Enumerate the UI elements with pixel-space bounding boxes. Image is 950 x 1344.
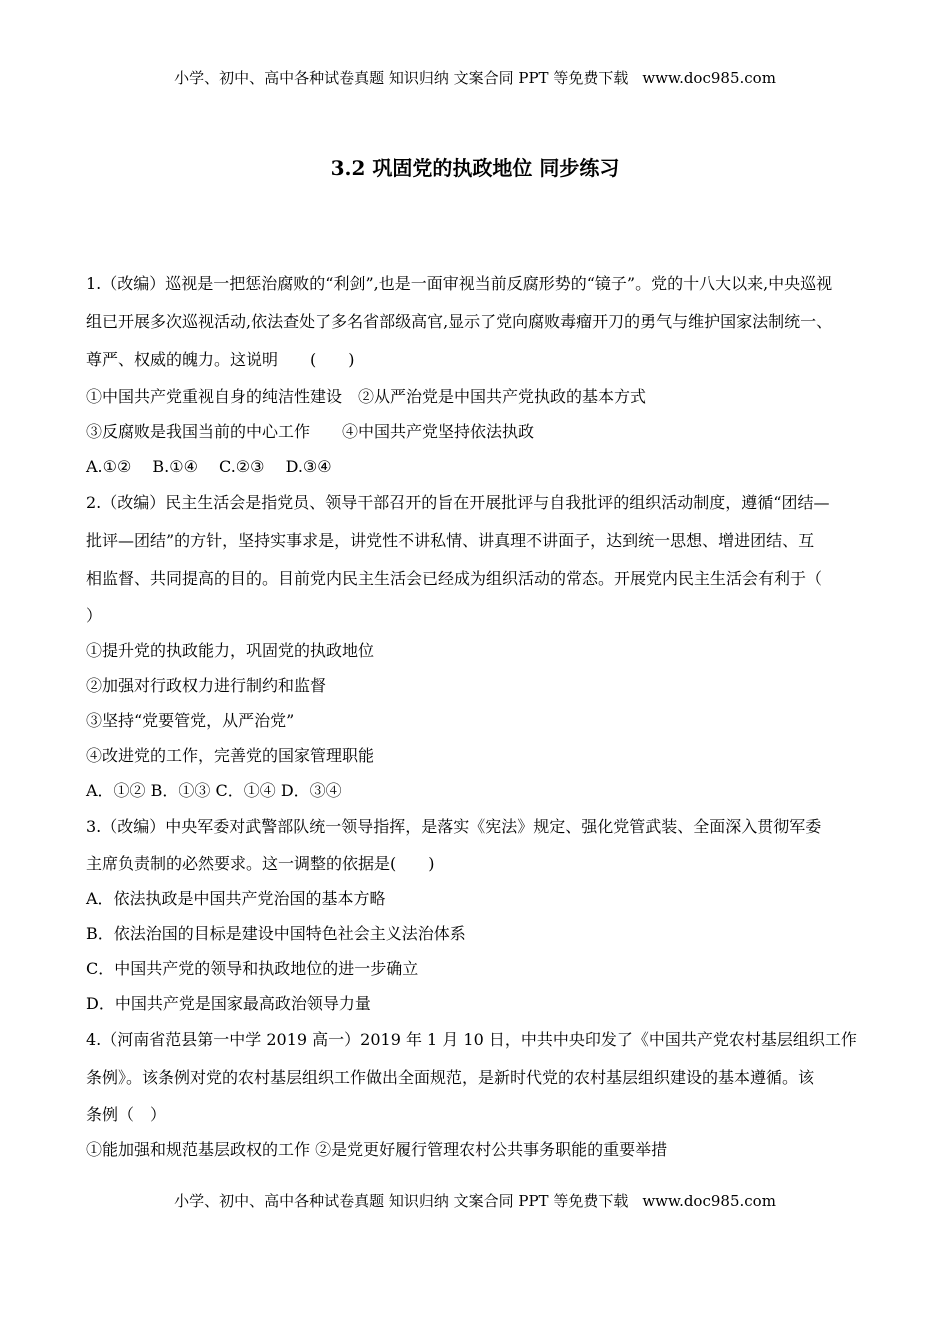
question-1-option-line: ①中国共产党重视自身的纯洁性建设 ②从严治党是中国共产党执政的基本方式 bbox=[86, 387, 647, 406]
question-3-option-d: D．中国共产党是国家最高政治领导力量 bbox=[86, 994, 371, 1013]
question-2-option-line: ③坚持“党要管党，从严治党” bbox=[86, 711, 295, 730]
question-4-option-line: ①能加强和规范基层政权的工作 ②是党更好履行管理农村公共事务职能的重要举措 bbox=[86, 1140, 668, 1159]
question-3 bbox=[86, 808, 866, 1021]
question-list bbox=[86, 265, 866, 1167]
question-2-stem-line: 2.（改编）民主生活会是指党员、领导干部召开的旨在开展批评与自我批评的组织活动制度，遵循“团结— bbox=[86, 493, 830, 512]
question-1-answer-choices: A.①② B.①④ C.②③ D.③④ bbox=[86, 457, 332, 476]
footer-site-link[interactable]: www.doc985.com bbox=[642, 1192, 776, 1210]
question-1-stem-line: 组已开展多次巡视活动,依法查处了多名省部级高官,显示了党向腐败毒瘤开刀的勇气与维护国家法制统一、 bbox=[86, 312, 833, 331]
question-2-stem-line: 批评—团结”的方针，坚持实事求是，讲党性不讲私情、讲真理不讲面子，达到统一思想、增进团结、互 bbox=[86, 531, 815, 550]
header-text: 小学、初中、高中各种试卷真题 知识归纳 文案合同 PPT 等免费下载 bbox=[174, 69, 629, 87]
question-3-option-b: B．依法治国的目标是建设中国特色社会主义法治体系 bbox=[86, 924, 466, 943]
header-site-link[interactable]: www.doc985.com bbox=[642, 69, 776, 87]
question-4-stem-line: 条例（ ） bbox=[86, 1105, 167, 1124]
question-4-stem-line: 条例》。该条例对党的农村基层组织工作做出全面规范，是新时代党的农村基层组织建设的基本遵循。该 bbox=[86, 1068, 815, 1087]
question-2-option-line: ④改进党的工作，完善党的国家管理职能 bbox=[86, 746, 375, 765]
footer-text: 小学、初中、高中各种试卷真题 知识归纳 文案合同 PPT 等免费下载 bbox=[174, 1192, 629, 1210]
question-2-option-line: ②加强对行政权力进行制约和监督 bbox=[86, 676, 327, 695]
question-2-option-line: ①提升党的执政能力，巩固党的执政地位 bbox=[86, 641, 375, 660]
question-2 bbox=[86, 484, 866, 808]
question-3-stem-line: 主席负责制的必然要求。这一调整的依据是( ) bbox=[86, 854, 435, 873]
page-header bbox=[0, 68, 950, 88]
question-1-stem-line: 尊严、权威的魄力。这说明 ( ) bbox=[86, 350, 355, 369]
question-3-stem-line: 3.（改编）中央军委对武警部队统一领导指挥，是落实《宪法》规定、强化党管武装、全面深入贯彻军委 bbox=[86, 817, 822, 836]
question-2-stem-line: ） bbox=[86, 606, 103, 625]
question-4 bbox=[86, 1021, 866, 1167]
question-2-stem-line: 相监督、共同提高的目的。目前党内民主生活会已经成为组织活动的常态。开展党内民主生活会有利于（ bbox=[86, 569, 823, 588]
page-title: 3.2 巩固党的执政地位 同步练习 bbox=[330, 156, 620, 180]
question-3-option-c: C．中国共产党的领导和执政地位的进一步确立 bbox=[86, 959, 419, 978]
question-2-answer-choices: A．①② B．①③ C．①④ D．③④ bbox=[86, 781, 342, 800]
question-1-option-line: ③反腐败是我国当前的中心工作 ④中国共产党坚持依法执政 bbox=[86, 422, 535, 441]
question-4-stem-line: 4.（河南省范县第一中学 2019 高一）2019 年 1 月 10 日，中共中央印发了《中国共产党农村基层组织工作 bbox=[86, 1030, 857, 1049]
question-1-stem-line: 1.（改编）巡视是一把惩治腐败的“利剑”,也是一面审视当前反腐形势的“镜子”。党的十八大以来,中央巡视 bbox=[86, 274, 833, 293]
question-3-option-a: A．依法执政是中国共产党治国的基本方略 bbox=[86, 889, 386, 908]
page-footer bbox=[0, 1191, 950, 1211]
question-1 bbox=[86, 265, 866, 484]
